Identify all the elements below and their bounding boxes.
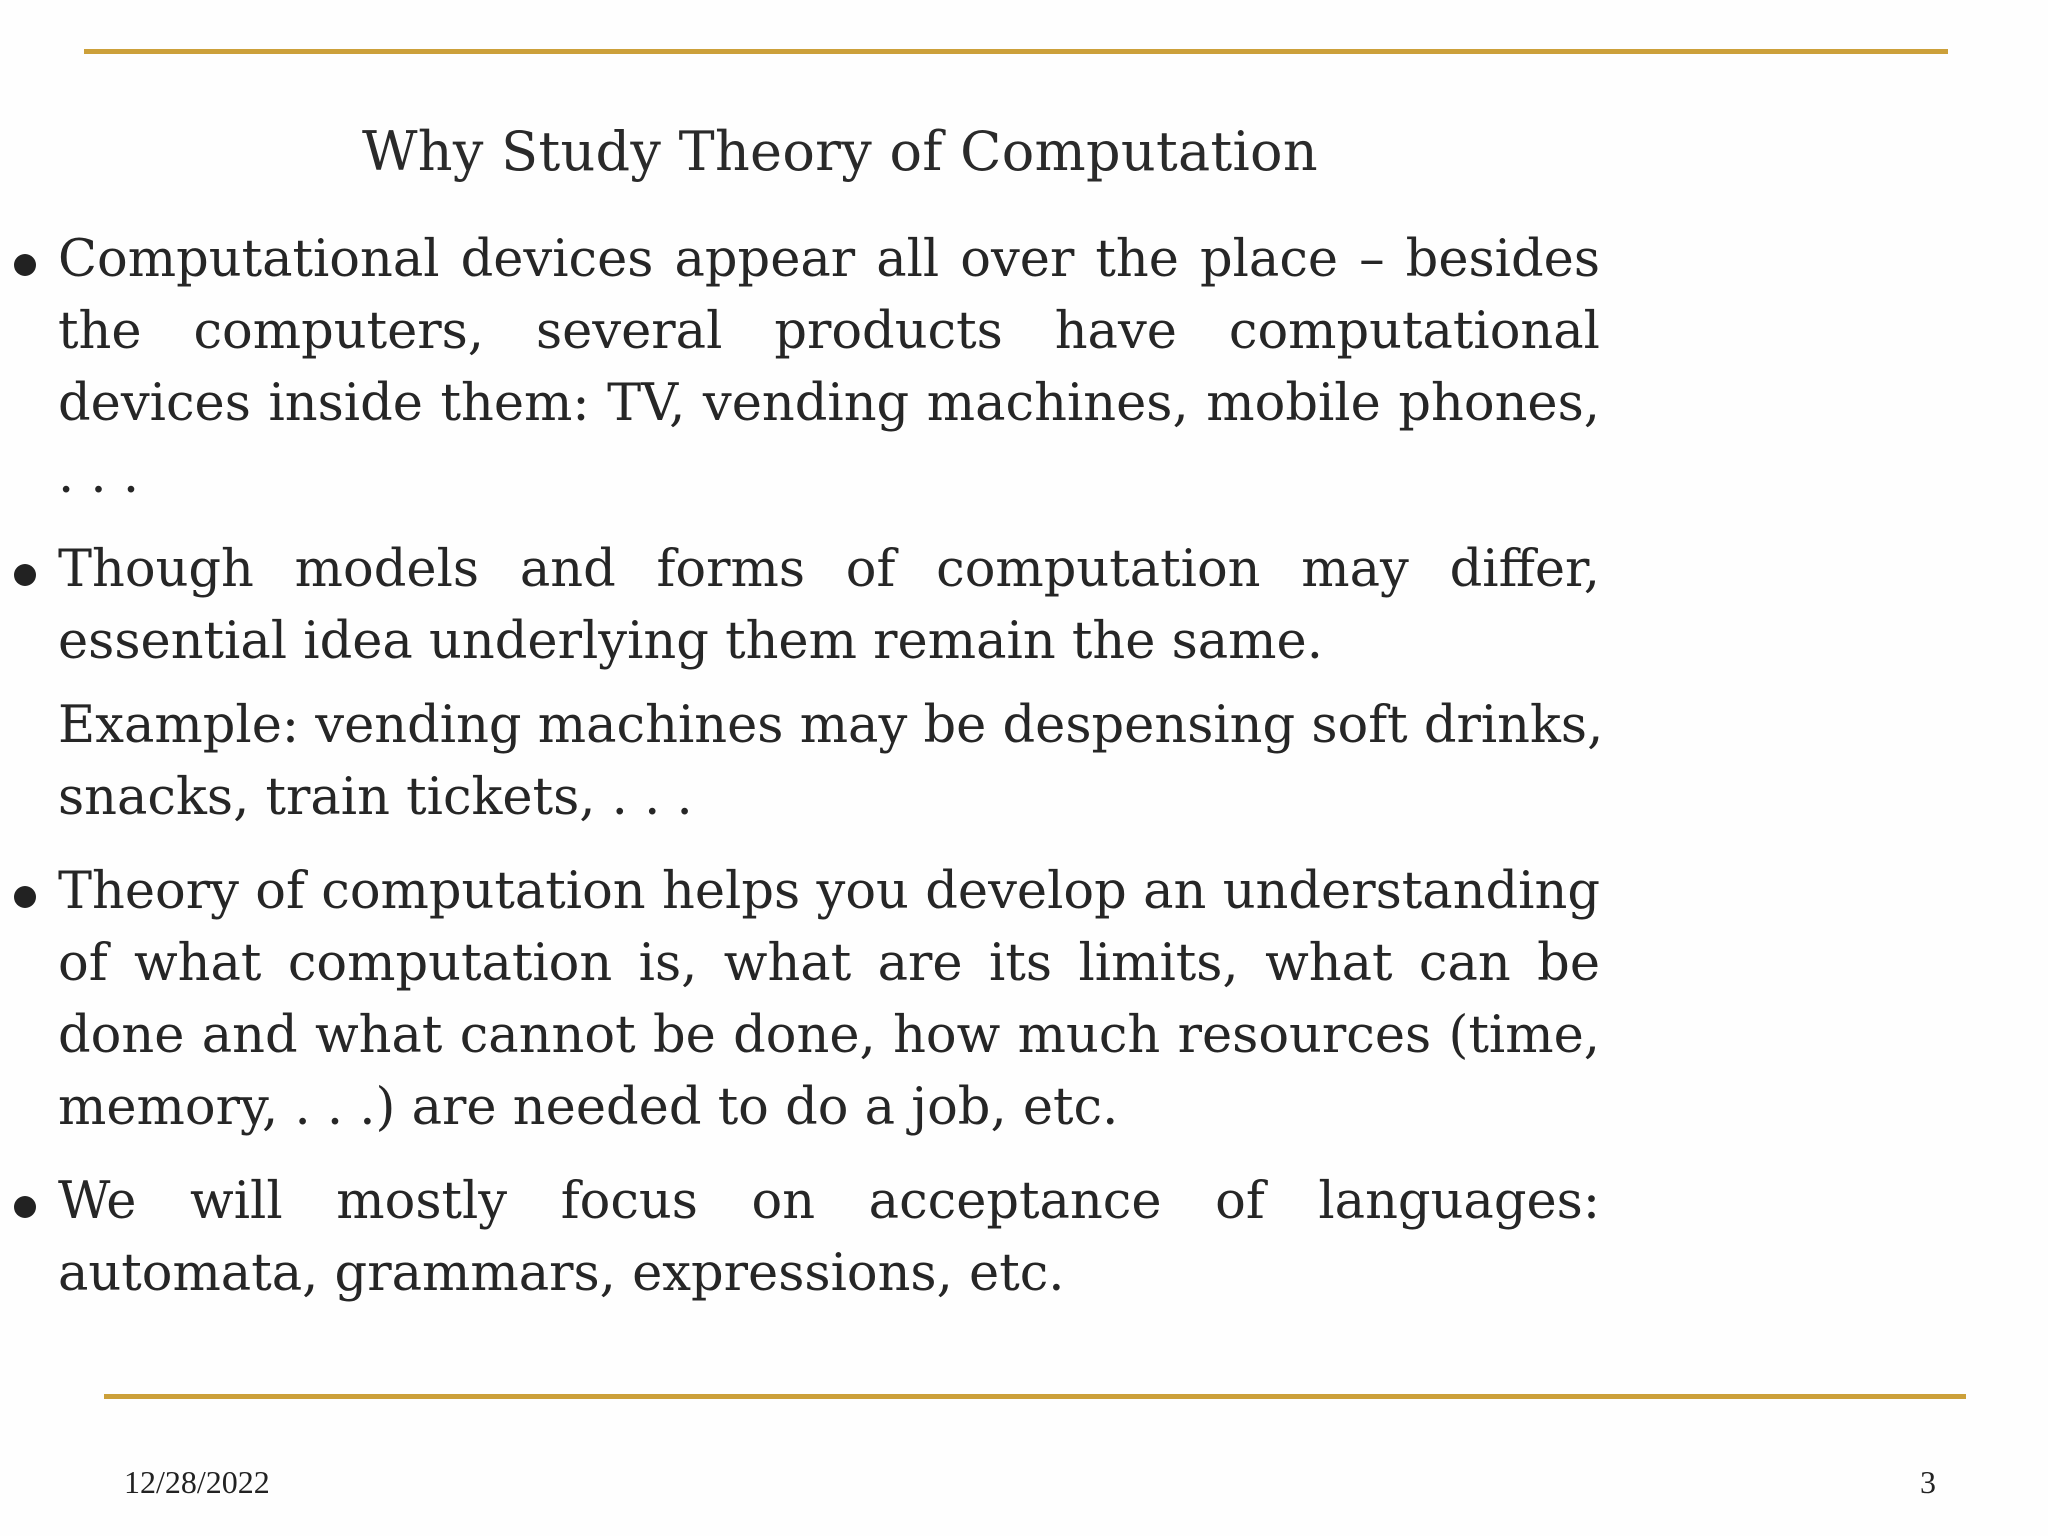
bullet-item — [0, 856, 1600, 1144]
bullet-item — [0, 224, 1600, 512]
example-text: Example: vending machines may be despensing soft drinks, snacks, train tickets, . . . — [58, 696, 1604, 827]
slide-body — [0, 224, 1640, 1310]
top-divider-line — [84, 49, 1948, 54]
bottom-divider-line — [104, 1394, 1966, 1399]
bullet-icon — [14, 254, 36, 276]
page-number: 3 — [1920, 1464, 1936, 1500]
bullet-text: Computational devices appear all over the place – besides the computers, several products have computational devices inside them: TV, vending machines, mobile phones, . . . — [58, 230, 1600, 505]
bullet-item — [0, 534, 1600, 678]
bullet-text: Though models and forms of computation may differ, essential idea underlying them remain the same. — [58, 540, 1600, 671]
bullet-icon — [14, 1196, 36, 1218]
bullet-text: Theory of computation helps you develop an understanding of what computation is, what are its limits, what can be done and what cannot be done, how much resources (time, memory, . . .) are needed to do a job, etc. — [58, 862, 1600, 1137]
bullet-icon — [14, 564, 36, 586]
bullet-text: We will mostly focus on acceptance of languages: automata, grammars, expressions, etc. — [58, 1172, 1600, 1303]
bullet-item — [0, 1166, 1600, 1310]
footer-date: 12/28/2022 — [124, 1464, 270, 1500]
slide-title: Why Study Theory of Computation — [362, 120, 1318, 183]
bullet-icon — [14, 886, 36, 908]
